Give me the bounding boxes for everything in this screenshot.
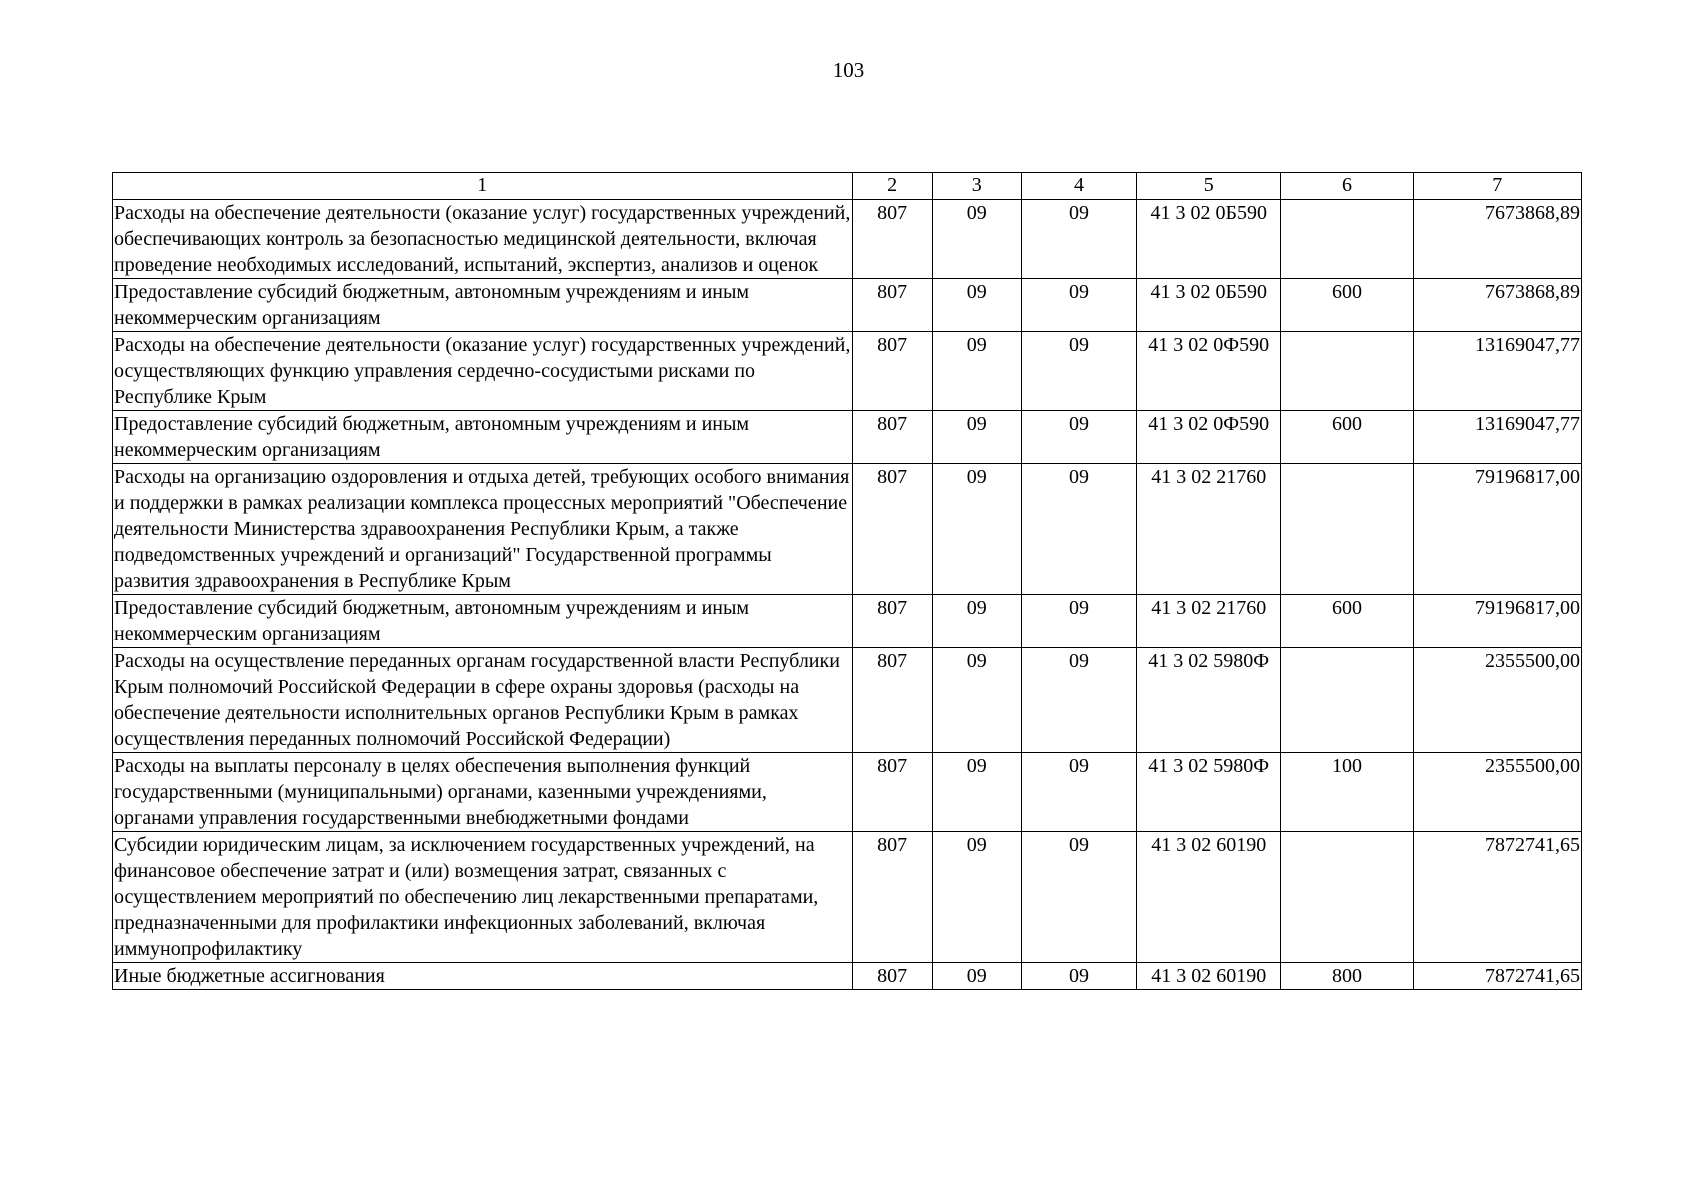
column-header-6: 6 (1281, 173, 1413, 200)
expense-type-code: 600 (1281, 595, 1413, 648)
ministry-code: 807 (852, 832, 932, 963)
amount: 79196817,00 (1413, 464, 1581, 595)
table-row (113, 200, 1582, 279)
section-code: 09 (932, 648, 1021, 753)
section-code: 09 (932, 332, 1021, 411)
target-article-code: 41 3 02 60190 (1137, 832, 1281, 963)
target-article-code: 41 3 02 60190 (1137, 963, 1281, 990)
amount: 7872741,65 (1413, 963, 1581, 990)
ministry-code: 807 (852, 753, 932, 832)
header-row (113, 173, 1582, 200)
expense-name: Предоставление субсидий бюджетным, автономным учреждениям и иным некоммерческим организациям (113, 411, 853, 464)
target-article-code: 41 3 02 0Ф590 (1137, 332, 1281, 411)
expense-name: Расходы на обеспечение деятельности (оказание услуг) государственных учреждений, осуществляющих функцию управления сердечно-сосудистыми рисками по Республике Крым (113, 332, 853, 411)
table-row (113, 963, 1582, 990)
column-header-4: 4 (1021, 173, 1136, 200)
subsection-code: 09 (1021, 963, 1136, 990)
ministry-code: 807 (852, 595, 932, 648)
subsection-code: 09 (1021, 279, 1136, 332)
table-row (113, 464, 1582, 595)
target-article-code: 41 3 02 0Ф590 (1137, 411, 1281, 464)
expense-name: Расходы на организацию оздоровления и отдыха детей, требующих особого внимания и поддержки в рамках реализации комплекса процессных мероприятий "Обеспечение деятельности Министерства здравоохранения Республики Крым, а также подведомственных учреждений и организаций" Государственной программы развития здравоохранения в Республике Крым (113, 464, 853, 595)
amount: 7872741,65 (1413, 832, 1581, 963)
table-row (113, 411, 1582, 464)
subsection-code: 09 (1021, 595, 1136, 648)
ministry-code: 807 (852, 648, 932, 753)
section-code: 09 (932, 411, 1021, 464)
expense-name: Расходы на осуществление переданных органам государственной власти Республики Крым полномочий Российской Федерации в сфере охраны здоровья (расходы на обеспечение деятельности исполнительных органов Республики Крым в рамках осуществления переданных полномочий Российской Федерации) (113, 648, 853, 753)
column-header-1: 1 (113, 173, 853, 200)
column-header-7: 7 (1413, 173, 1581, 200)
subsection-code: 09 (1021, 332, 1136, 411)
subsection-code: 09 (1021, 464, 1136, 595)
target-article-code: 41 3 02 5980Ф (1137, 753, 1281, 832)
expense-name: Предоставление субсидий бюджетным, автономным учреждениям и иным некоммерческим организациям (113, 595, 853, 648)
expense-type-code (1281, 332, 1413, 411)
table-row (113, 332, 1582, 411)
expense-name: Иные бюджетные ассигнования (113, 963, 853, 990)
expense-type-code (1281, 648, 1413, 753)
section-code: 09 (932, 753, 1021, 832)
table-row (113, 595, 1582, 648)
subsection-code: 09 (1021, 832, 1136, 963)
ministry-code: 807 (852, 332, 932, 411)
amount: 13169047,77 (1413, 332, 1581, 411)
expense-type-code: 100 (1281, 753, 1413, 832)
section-code: 09 (932, 200, 1021, 279)
subsection-code: 09 (1021, 648, 1136, 753)
expense-name: Расходы на обеспечение деятельности (оказание услуг) государственных учреждений, обеспечивающих контроль за безопасностью медицинской деятельности, включая проведение необходимых исследований, испытаний, экспертиз, анализов и оценок (113, 200, 853, 279)
ministry-code: 807 (852, 963, 932, 990)
column-header-3: 3 (932, 173, 1021, 200)
ministry-code: 807 (852, 464, 932, 595)
expense-name: Расходы на выплаты персоналу в целях обеспечения выполнения функций государственными (муниципальными) органами, казенными учреждениями, органами управления государственными внебюджетными фондами (113, 753, 853, 832)
expense-type-code (1281, 200, 1413, 279)
section-code: 09 (932, 279, 1021, 332)
target-article-code: 41 3 02 5980Ф (1137, 648, 1281, 753)
budget-table (112, 172, 1582, 990)
table-row (113, 832, 1582, 963)
section-code: 09 (932, 595, 1021, 648)
ministry-code: 807 (852, 200, 932, 279)
page-number: 103 (832, 58, 865, 82)
expense-type-code: 600 (1281, 411, 1413, 464)
section-code: 09 (932, 832, 1021, 963)
expense-type-code: 600 (1281, 279, 1413, 332)
expense-type-code (1281, 464, 1413, 595)
table-row (113, 753, 1582, 832)
ministry-code: 807 (852, 411, 932, 464)
expense-type-code: 800 (1281, 963, 1413, 990)
section-code: 09 (932, 963, 1021, 990)
amount: 7673868,89 (1413, 279, 1581, 332)
section-code: 09 (932, 464, 1021, 595)
column-header-5: 5 (1137, 173, 1281, 200)
amount: 2355500,00 (1413, 648, 1581, 753)
subsection-code: 09 (1021, 411, 1136, 464)
subsection-code: 09 (1021, 753, 1136, 832)
expense-name: Субсидии юридическим лицам, за исключением государственных учреждений, на финансовое обеспечение затрат и (или) возмещения затрат, связанных с осуществлением мероприятий по обеспечению лиц лекарственными препаратами, предназначенными для профилактики инфекционных заболеваний, включая иммунопрофилактику (113, 832, 853, 963)
target-article-code: 41 3 02 0Б590 (1137, 200, 1281, 279)
amount: 79196817,00 (1413, 595, 1581, 648)
subsection-code: 09 (1021, 200, 1136, 279)
target-article-code: 41 3 02 21760 (1137, 595, 1281, 648)
target-article-code: 41 3 02 21760 (1137, 464, 1281, 595)
amount: 2355500,00 (1413, 753, 1581, 832)
table-row (113, 279, 1582, 332)
expense-name: Предоставление субсидий бюджетным, автономным учреждениям и иным некоммерческим организациям (113, 279, 853, 332)
table-row (113, 648, 1582, 753)
expense-type-code (1281, 832, 1413, 963)
column-header-2: 2 (852, 173, 932, 200)
amount: 7673868,89 (1413, 200, 1581, 279)
ministry-code: 807 (852, 279, 932, 332)
target-article-code: 41 3 02 0Б590 (1137, 279, 1281, 332)
amount: 13169047,77 (1413, 411, 1581, 464)
